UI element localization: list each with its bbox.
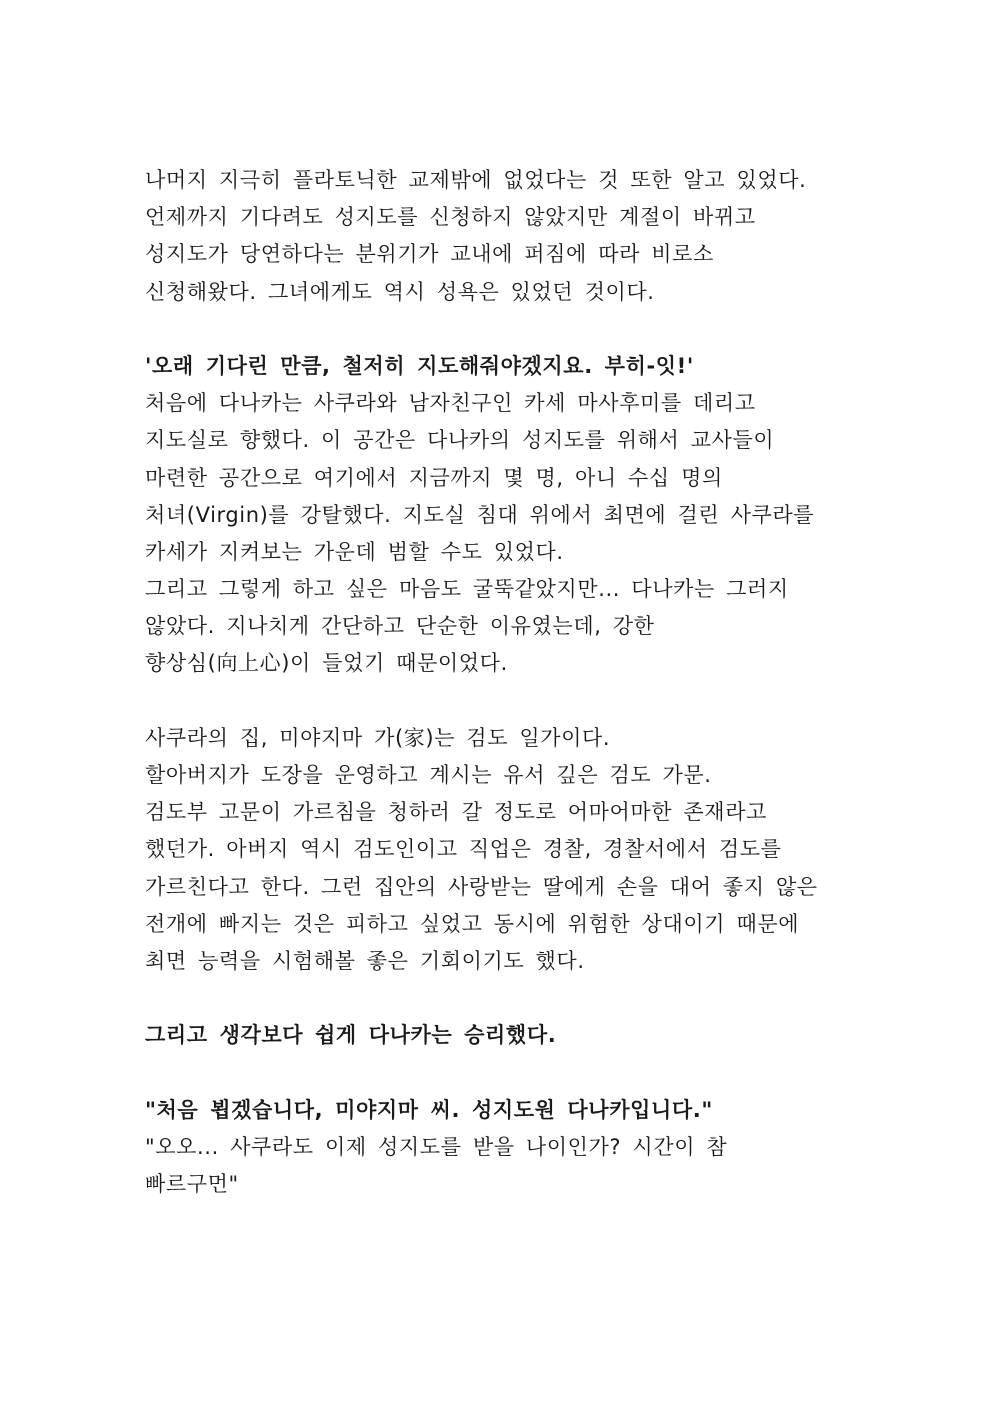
text-line: 카세가 지켜보는 가운데 범할 수도 있었다.: [145, 539, 564, 564]
paragraph-gap: [145, 1055, 865, 1092]
text-line: "오오... 사쿠라도 이제 성지도를 받을 나이인가? 시간이 참: [145, 1134, 728, 1159]
paragraph-4: [145, 1017, 865, 1054]
text-line: 나머지 지극히 플라토닉한 교제밖에 없었다는 것 또한 알고 있었다.: [145, 168, 807, 192]
text-line: 언제까지 기다려도 성지도를 신청하지 않았지만 계절이 바뀌고: [145, 205, 756, 230]
text-line: 할아버지가 도장을 운영하고 계시는 유서 깊은 검도 가문.: [145, 763, 712, 787]
text-line: 향상심(向上心)이 들었기 때문이었다.: [145, 651, 508, 676]
text-line: 처음에 다나카는 사쿠라와 남자친구인 카세 마사후미를 데리고: [145, 391, 756, 416]
paragraph-3: [145, 720, 865, 980]
text-line: 않았다. 지나치게 간단하고 단순한 이유였는데, 강한: [145, 614, 655, 639]
paragraph-gap: [145, 980, 865, 1017]
text-line: 전개에 빠지는 것은 피하고 싶었고 동시에 위험한 상대이기 때문에: [145, 911, 800, 936]
text-body: [145, 162, 865, 1203]
text-line: 성지도가 당연하다는 분위기가 교내에 퍼짐에 따라 비로소: [145, 242, 714, 267]
text-line: 검도부 고문이 가르침을 청하러 갈 정도로 어마어마한 존재라고: [145, 800, 767, 825]
bold-dialogue-line: "처음 뵙겠습니다, 미야지마 씨. 성지도원 다나카입니다.": [145, 1097, 713, 1122]
text-line: 마련한 공간으로 여기에서 지금까지 몇 명, 아니 수십 명의: [145, 465, 723, 490]
text-line: 사쿠라의 집, 미야지마 가(家)는 검도 일가이다.: [145, 725, 611, 750]
bold-dialogue-line: '오래 기다린 만큼, 철저히 지도해줘야겠지요. 부히-잇!': [145, 353, 694, 378]
paragraph-gap: [145, 311, 865, 348]
text-line: 최면 능력을 시험해볼 좋은 기회이기도 했다.: [145, 948, 585, 973]
text-line: 처녀(Virgin)를 강탈했다. 지도실 침대 위에서 최면에 걸린 사쿠라를: [145, 502, 815, 527]
text-line: 했던가. 아버지 역시 검도인이고 직업은 경찰, 경찰서에서 검도를: [145, 837, 782, 862]
bold-narration-line: 그리고 생각보다 쉽게 다나카는 승리했다.: [145, 1023, 557, 1048]
text-line: 그리고 그렇게 하고 싶은 마음도 굴뚝같았지만... 다나카는 그러지: [145, 577, 789, 602]
text-line: 지도실로 향했다. 이 공간은 다나카의 성지도를 위해서 교사들이: [145, 428, 775, 453]
text-line: 가르친다고 한다. 그런 집안의 사랑받는 딸에게 손을 대어 좋지 않은: [145, 874, 818, 899]
text-line: 신청해왔다. 그녀에게도 역시 성욕은 있었던 것이다.: [145, 279, 655, 304]
paragraph-1: [145, 162, 865, 311]
text-line: 빠르구먼": [145, 1172, 239, 1197]
paragraph-5: [145, 1092, 865, 1204]
paragraph-gap: [145, 683, 865, 720]
paragraph-2: [145, 348, 865, 683]
